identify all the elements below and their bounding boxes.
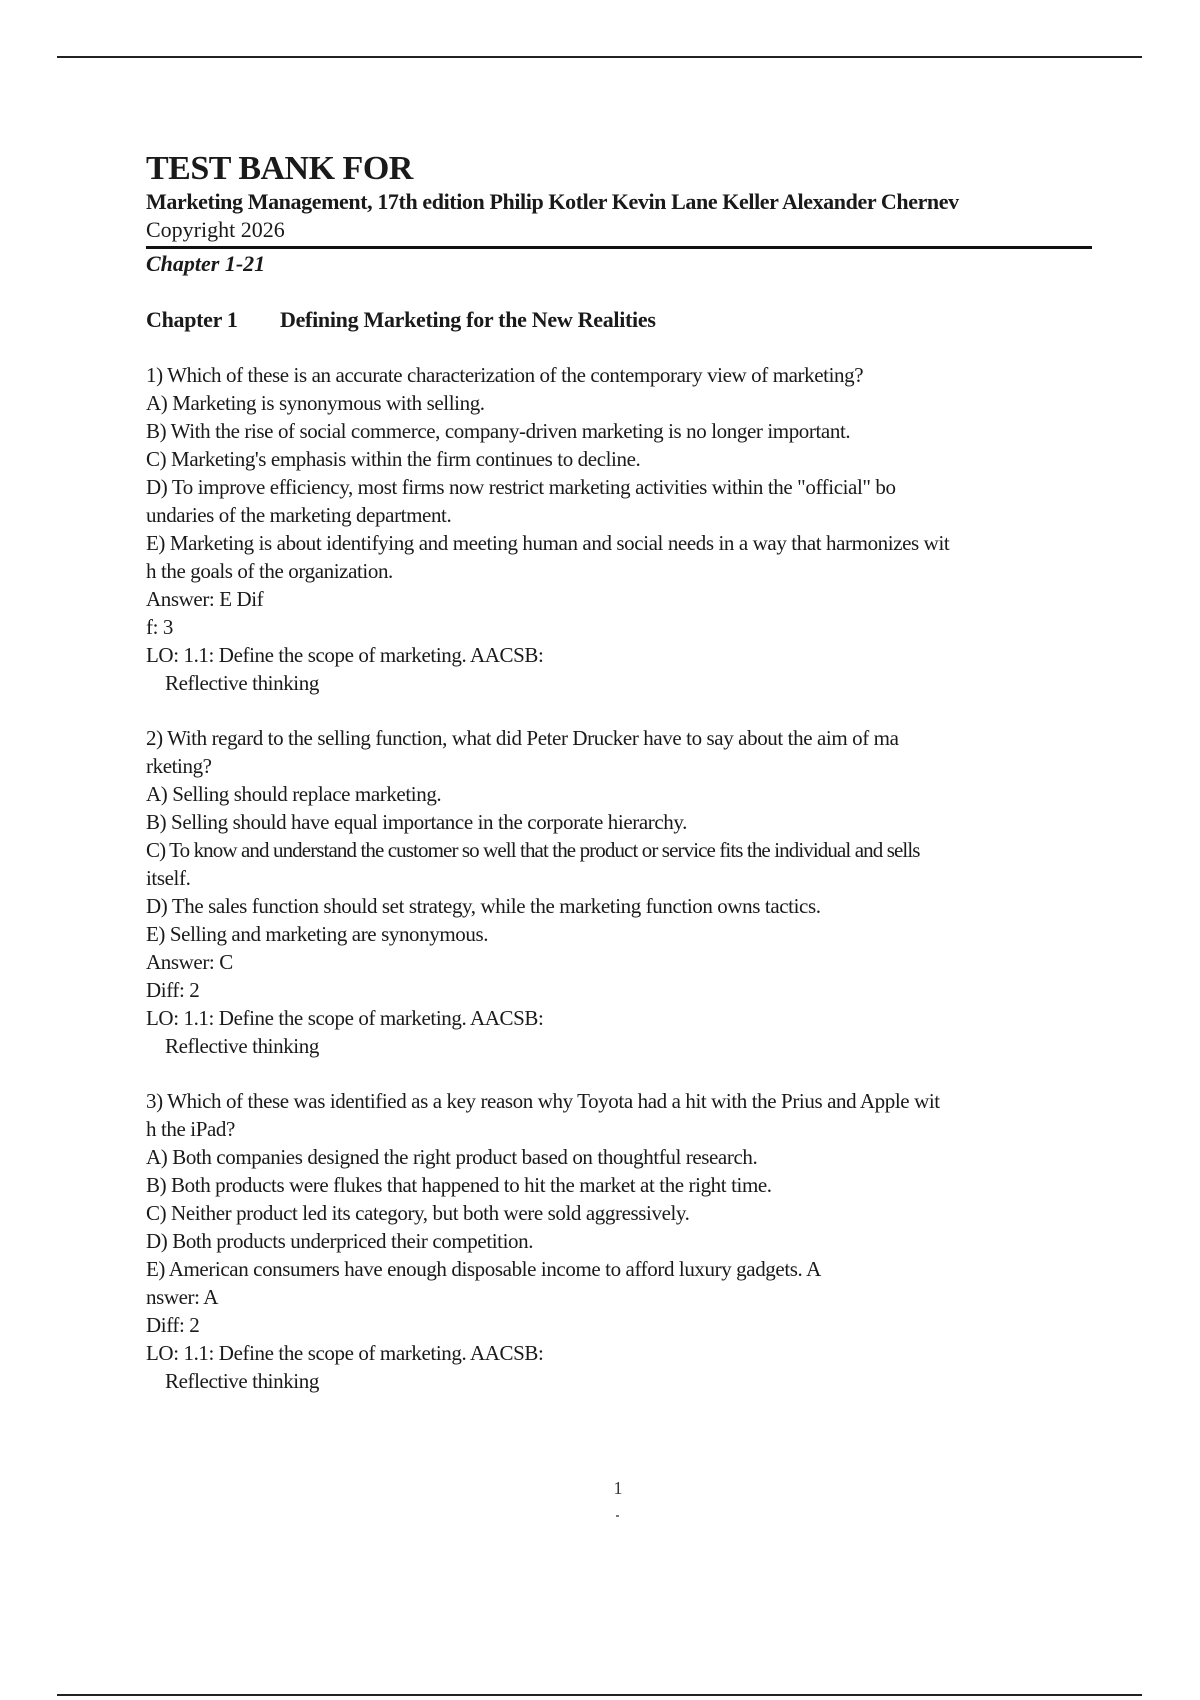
option-e: E) Selling and marketing are synonymous. [146,922,489,946]
page-bottom-rule [57,1694,1142,1696]
chapter-title: Defining Marketing for the New Realities [280,307,656,332]
chapter-range: Chapter 1-21 [146,251,266,276]
answer-line: nswer: A [146,1285,219,1309]
question-stem-continued: h the iPad? [146,1117,235,1141]
option-b: B) Both products were flukes that happened to hit the market at the right time. [146,1173,772,1197]
page-top-rule [57,56,1142,58]
answer-line: Answer: E Dif [146,587,264,611]
option-c: C) Marketing's emphasis within the firm continues to decline. [146,447,641,471]
learning-objective: LO: 1.1: Define the scope of marketing. AACSB: [146,1006,544,1030]
question-3 [146,1087,1096,1395]
page-footer-mark [616,1515,619,1517]
option-d: D) To improve efficiency, most firms now restrict marketing activities within the "official" bo [146,475,896,499]
question-stem: 3) Which of these was identified as a key reason why Toyota had a hit with the Prius and Apple wit [146,1089,940,1113]
option-d: D) The sales function should set strategy, while the marketing function owns tactics. [146,894,821,918]
question-stem: 2) With regard to the selling function, what did Peter Drucker have to say about the aim of ma [146,726,899,750]
option-e: E) American consumers have enough disposable income to afford luxury gadgets. A [146,1257,821,1281]
aacsb-tag: Reflective thinking [165,1034,319,1058]
chapter-number: Chapter 1 [146,307,238,332]
option-b: B) Selling should have equal importance in the corporate hierarchy. [146,810,687,834]
option-c-continued: itself. [146,866,191,890]
question-stem: 1) Which of these is an accurate characterization of the contemporary view of marketing? [146,363,864,387]
page-number: 1 [613,1478,623,1498]
option-a: A) Marketing is synonymous with selling. [146,391,485,415]
question-1 [146,361,1096,697]
option-c: C) Neither product led its category, but both were sold aggressively. [146,1201,690,1225]
document-body [146,150,1096,1395]
option-a: A) Both companies designed the right product based on thoughtful research. [146,1145,758,1169]
learning-objective: LO: 1.1: Define the scope of marketing. AACSB: [146,1341,544,1365]
learning-objective: LO: 1.1: Define the scope of marketing. AACSB: [146,643,544,667]
option-d-continued: undaries of the marketing department. [146,503,452,527]
aacsb-tag: Reflective thinking [165,1369,319,1393]
document-title: TEST BANK FOR [146,150,413,187]
answer-line: Answer: C [146,950,233,974]
difficulty-line: Diff: 2 [146,1313,200,1337]
option-e: E) Marketing is about identifying and meeting human and social needs in a way that harmonizes wit [146,531,950,555]
book-title: Marketing Management, 17th edition Philip Kotler Kevin Lane Keller Alexander Chernev [146,189,959,214]
aacsb-tag: Reflective thinking [165,671,319,695]
chapter-heading [146,306,1096,334]
difficulty-line: f: 3 [146,615,173,639]
option-a: A) Selling should replace marketing. [146,782,442,806]
option-e-continued: h the goals of the organization. [146,559,393,583]
option-b: B) With the rise of social commerce, company-driven marketing is no longer important. [146,419,851,443]
question-2 [146,724,1096,1060]
option-d: D) Both products underpriced their competition. [146,1229,534,1253]
difficulty-line: Diff: 2 [146,978,200,1002]
question-stem-continued: rketing? [146,754,212,778]
copyright-line: Copyright 2026 [146,217,285,242]
option-c: C) To know and understand the customer so well that the product or service fits the individual and sells [146,838,920,862]
